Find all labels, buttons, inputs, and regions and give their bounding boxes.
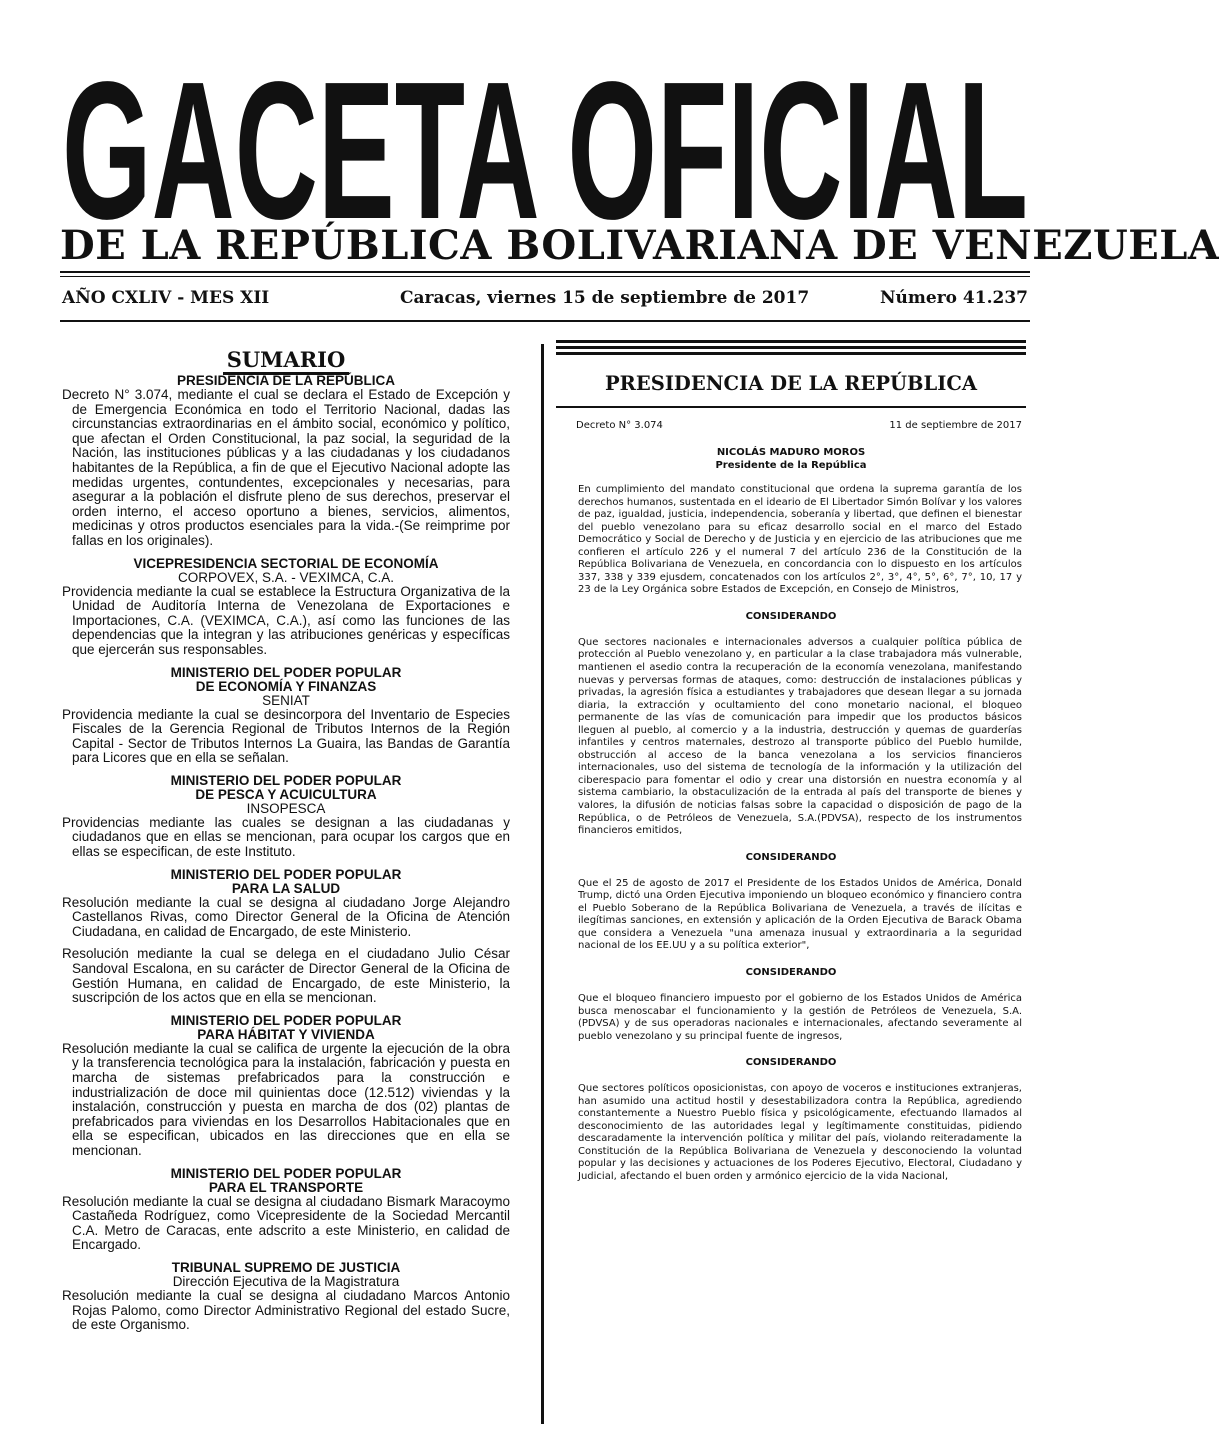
issue-number: Número 41.237 [880, 288, 1028, 308]
decree-section-title: PRESIDENCIA DE LA REPÚBLICA [605, 372, 977, 395]
decree-meta [576, 420, 1022, 434]
bar [556, 346, 1026, 349]
info-bar-rule [60, 320, 1030, 322]
sumario-section [62, 1014, 510, 1159]
sumario-section-subheading: SENIAT [262, 692, 310, 708]
decree-column [556, 340, 1026, 1184]
sumario-section-heading: MINISTERIO DEL PODER POPULAR [170, 866, 402, 882]
sumario-section-heading: TRIBUNAL SUPREMO DE JUSTICIA [171, 1259, 401, 1275]
sumario-title [62, 348, 510, 372]
considerando-text: Que el bloqueo financiero impuesto por el gobierno de los Estados Unidos de América busca menoscabar el funcionamiento y la gestión de Petróleos de Venezuela, S.A. (PDVSA) y de sus operadoras nacionales e internacionales, afectando severamente al pueblo venezolano y su principal fuente de ingresos, [578, 992, 1022, 1042]
sumario-section-heading-line2: PARA LA SALUD [231, 880, 341, 896]
sumario-sections [62, 374, 510, 1333]
column-divider [541, 344, 544, 1424]
decree-section-rule [556, 406, 1026, 408]
sumario-section-subheading: Dirección Ejecutiva de la Magistratura [172, 1273, 400, 1289]
considerando-text: Que sectores políticos oposicionistas, con apoyo de voceros e instituciones extranjeras, han asumido una actitud hostil y desestabilizadora contra la República, agrediendo constantemente a Nuestro Pueblo física y psicológicamente, efectuando llamados al desconocimiento de las autoridades legal y legítimamente constituidas, pidiendo descaradamente la intervención política y militar del país, violando reiteradamente la Constitución de la República Bolivariana de Venezuela y desconociendo la voluntad popular y las decisiones y actuaciones de los Poderes Ejecutivo, Electoral, Ciudadano y Judicial, afectando el buen orden y armónico ejercicio de la vida Nacional, [578, 1083, 1022, 1182]
sumario-section-subheading: INSOPESCA [246, 800, 326, 816]
considerando-heading: CONSIDERANDO [745, 1057, 837, 1069]
decree-date: 11 de septiembre de 2017 [889, 420, 1022, 431]
sumario-column [62, 348, 510, 1341]
sumario-entry: Resolución mediante la cual se designa al ciudadano Bismark Maracoymo Castañeda Rodríguez, como Vicepresidente de la Sociedad Mercantil C.A. Metro de Caracas, ente adscrito a este Ministerio, en calidad de Encargado. [62, 1193, 510, 1253]
considerando-heading: CONSIDERANDO [745, 966, 837, 978]
sumario-section-heading: MINISTERIO DEL PODER POPULAR [170, 772, 402, 788]
sumario-section [62, 374, 510, 549]
considerandos [556, 611, 1026, 1184]
sumario-entry: Resolución mediante la cual se designa al ciudadano Marcos Antonio Rojas Palomo, como Director Administrativo Regional del estado Sucre, de este Organismo. [62, 1287, 510, 1333]
sumario-section-heading: MINISTERIO DEL PODER POPULAR [170, 1165, 402, 1181]
sumario-section-heading-line2: DE PESCA Y ACUICULTURA [195, 786, 377, 802]
sumario-entry: Resolución mediante la cual se delega en el ciudadano Julio César Sandoval Escalona, en su carácter de Director General de la Oficina de Gestión Humana, en calidad de Encargado, de este Ministerio, la suscripción de los actos que en ella se mencionan. [62, 946, 510, 1006]
sumario-section [62, 774, 510, 860]
decree-preamble: En cumplimiento del mandato constitucional que ordena la suprema garantía de los derechos humanos, sustentada en el ideario de El Libertador Simón Bolívar y los valores de paz, igualdad, justicia, independencia, soberanía y libertad, que definen el bienestar del pueblo venezolano para su eficaz desarrollo social en el marco del Estado Democrático y Social de Derecho y de Justicia y en ejercicio de las atribuciones que me confieren el artículo 226 y el numeral 7 del artículo 236 de la Constitución de la República Bolivariana de Venezuela, en concordancia con lo dispuesto en los artículos 337, 338 y 339 ejusdem, concatenados con los artículos 2°, 3°, 4°, 5°, 6°, 7°, 10, 17 y 23 de la Ley Orgánica sobre Estados de Excepción, en Consejo de Ministros, [578, 484, 1022, 596]
sumario-section [62, 1261, 510, 1333]
decree-number: Decreto N° 3.074 [576, 420, 663, 431]
issue-year-month: AÑO CXLIV - MES XII [62, 288, 270, 308]
considerando-text: Que sectores nacionales e internacionales adversos a cualquier política pública de protección al Pueblo venezolano y, en particular a la clase trabajadora más vulnerable, mantienen el asedio contra la recuperación de la economía venezolana, manifestando nuevas y perversas formas de ataques, como: destrucción de instalaciones públicas y privadas, la agresión física a estudiantes y trabajadores que desean llegar a su jornada diaria, la extracción y ocultamiento del cono monetario nacional, el bloqueo permanente de las vías de comunicación para impedir que los productos básicos lleguen al pueblo, al comercio y a la industria, destrucción y quemas de guarderías infantiles y centros maternales, destrozo al transporte público del Pueblo humilde, obstrucción al acceso de la banca venezolana a los servicios financieros internacionales, uso del sistema de tecnología de la información y la utilización del ciberespacio para fomentar el odio y crear una distorsión en nuestra economía y al sistema cambiario, la obstaculización de la entrada al país del transporte de bienes y valores, la difusión de noticias falsas sobre la capacidad o disposición de pago de la República, o de Petróleos de Venezuela, S.A.(PDVSA), respecto de los instrumentos financieros emitidos, [578, 636, 1022, 837]
sumario-section-heading-line2: DE ECONOMÍA Y FINANZAS [195, 678, 377, 694]
sumario-section-heading-line2: PARA EL TRANSPORTE [208, 1179, 364, 1195]
considerando-text: Que el 25 de agosto de 2017 el Presidente de los Estados Unidos de América, Donald Trump, dictó una Orden Ejecutiva imponiendo un bloqueo económico y financiero contra el Pueblo Soberano de la República Bolivariana de Venezuela, a través de ilícitas e ilegítimas sanciones, en extensión y aplicación de la Orden Ejecutiva de Barack Obama que considera a Venezuela "una amenaza inusual y extraordinaria a la seguridad nacional de los EE.UU y a su política exterior", [578, 877, 1022, 952]
sumario-section-heading: MINISTERIO DEL PODER POPULAR [170, 664, 402, 680]
bar [556, 340, 1026, 343]
sumario-entry: Providencias mediante las cuales se designan a las ciudadanas y ciudadanos que en ellas se mencionan, para ocupar los cargos que en ellas se especifican, de este Instituto. [62, 814, 510, 860]
sumario-section-heading: PRESIDENCIA DE LA REPÚBLICA [176, 373, 396, 388]
masthead-rule [60, 271, 1030, 273]
sumario-entry: Resolución mediante la cual se califica de urgente la ejecución de la obra y la transferencia tecnológica para la instalación, fabricación y puesta en marcha de sistemas prefabricados para la construcción e industrialización de doce mil quinientas doce (12.512) viviendas y la instalación, construcción y puesta en marcha de dos (02) plantas de prefabricados para viviendas en los Desarrollos Habitacionales que en ella se especifican, ubicados en las direcciones que en ella se mencionan. [62, 1040, 510, 1158]
sumario-entry: Providencia mediante la cual se establece la Estructura Organizativa de la Unidad de Auditoría Interna de Venezolana de Exportaciones e Importaciones, C.A. (VEXIMCA, C.A.), así como las funciones de las dependencias que la integran y las atribuciones genéricas y específicas que ejercerán sus responsables. [62, 583, 510, 657]
sumario-title-text: SUMARIO [223, 347, 350, 375]
sumario-entry: Resolución mediante la cual se designa al ciudadano Jorge Alejandro Castellanos Rivas, como Director General de la Oficina de Atención Ciudadana, en calidad de Encargado, de este Ministerio. [62, 894, 510, 939]
sumario-section [62, 666, 510, 766]
sumario-section [62, 557, 510, 658]
sumario-section-heading-line2: PARA HÁBITAT Y VIVIENDA [197, 1026, 375, 1042]
issue-info-bar [62, 288, 1028, 314]
masthead-rule-thin [60, 276, 1030, 277]
masthead-subtitle: DE LA REPÚBLICA BOLIVARIANA DE VENEZUELA [60, 222, 1219, 269]
sumario-section [62, 868, 510, 1006]
sumario-section [62, 1167, 510, 1253]
sumario-section-heading: MINISTERIO DEL PODER POPULAR [170, 1012, 402, 1028]
considerando-heading: CONSIDERANDO [745, 851, 837, 863]
masthead-title-text: GACETA OFICIAL [62, 41, 1028, 260]
signer-title: Presidente de la República [715, 460, 867, 471]
issue-place-date: Caracas, viernes 15 de septiembre de 2017 [400, 288, 810, 308]
bar [556, 352, 1026, 355]
decree-signer [556, 446, 1026, 472]
sumario-section-subheading: CORPOVEX, S.A. - VEXIMCA, C.A. [177, 569, 395, 585]
section-bars [556, 340, 1026, 362]
considerando-heading: CONSIDERANDO [745, 610, 837, 622]
signer-name: NICOLÁS MADURO MOROS [716, 447, 866, 458]
sumario-entry: Decreto N° 3.074, mediante el cual se declara el Estado de Excepción y de Emergencia Económica en todo el Territorio Nacional, dadas las circunstancias extraordinarias en el ámbito social, económico y político, que afectan el Orden Constitucional, la paz social, la seguridad de la Nación, las instituciones públicas y a las ciudadanas y los ciudadanos habitantes de la República, a fin de que el Ejecutivo Nacional adopte las medidas urgentes, contundentes, excepcionales y necesarias, para asegurar a la población el disfrute pleno de sus derechos, preservar el orden interno, el acceso oportuno a bienes, servicios, alimentos, medicinas y otros productos esenciales para la vida.-(Se reimprime por fallas en los originales). [62, 387, 510, 548]
sumario-entry: Providencia mediante la cual se desincorpora del Inventario de Especies Fiscales de la Gerencia Regional de Tributos Internos de la Región Capital - Sector de Tributos Internos La Guaira, las Bandas de Garantía para Licores que en ella se señalan. [62, 706, 510, 766]
sumario-section-heading: VICEPRESIDENCIA SECTORIAL DE ECONOMÍA [133, 555, 439, 571]
